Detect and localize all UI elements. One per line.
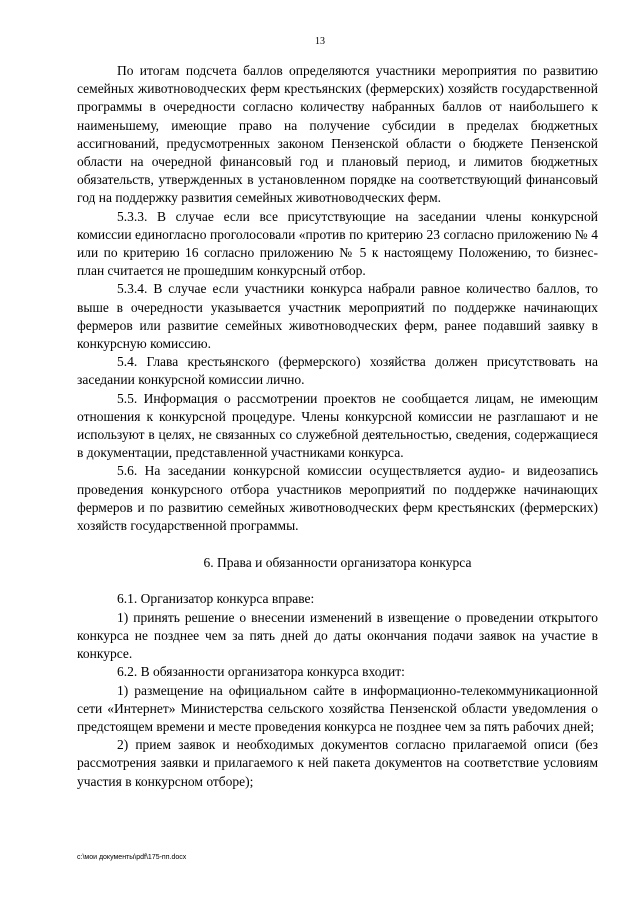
- file-path-footer: c:\мои документы\pdf\175-пп.docx: [77, 854, 187, 861]
- section-heading: 6. Права и обязанности организатора конкурса: [203, 555, 472, 571]
- paragraph-5-3-3: 5.3.3. В случае если все присутствующие на заседании члены конкурсной комиссии единогласно проголосовали «против по критерию 23 согласно приложению № 4 или по критерию 16 согласно приложению № 5 к настоящему Положению, то бизнес-план считается не прошедшим конкурсный отбор.: [77, 208, 598, 279]
- paragraph-6-2: 6.2. В обязанности организатора конкурса входит:: [117, 664, 405, 680]
- paragraph-5-5: 5.5. Информация о рассмотрении проектов не сообщается лицам, не имеющим отношения к конкурсной процедуре. Члены конкурсной комиссии не разглашают и не используют в целях, не связанных со служебной деятельностью, сведения, содержащиеся в документации, представленной участниками конкурса.: [77, 390, 598, 461]
- paragraph-6-2-item-2: 2) прием заявок и необходимых документов согласно прилагаемой описи (без рассмотрения заявки и прилагаемого к ней пакета документов на соответствие условиям участия в конкурсном отборе);: [77, 737, 598, 789]
- page-number: 13: [315, 36, 325, 47]
- paragraph-6-1-item-1: 1) принять решение о внесении изменений в извещение о проведении открытого конкурса не позднее чем за пять дней до даты окончания подачи заявок на участие в конкурсе.: [77, 609, 598, 662]
- paragraph-ranking-results: По итогам подсчета баллов определяются участники мероприятия по развитию семейных животноводческих ферм крестьянских (фермерских) хозяйств государственной программы в очередности согласно количеству набранных баллов от наибольшего к наименьшему, имеющие право на получение субсидии в пределах бюджетных ассигнований, предусмотренных законом Пензенской области о бюджете Пензенской области на очередной финансовый год и плановый период, и лимитов бюджетных обязательств, утвержденных в установленном порядке на соответствующий финансовый год на поддержку развития семейных животноводческих ферм.: [77, 63, 598, 206]
- paragraph-6-2-item-1: 1) размещение на официальном сайте в информационно-телекоммуникационной сети «Интернет» Министерства сельского хозяйства Пензенской области уведомления о предстоящем времени и месте проведения конкурса не позднее чем за пять рабочих дней;: [77, 682, 598, 734]
- paragraph-5-6: 5.6. На заседании конкурсной комиссии осуществляется аудио- и видеозапись проведения конкурсного отбора участников мероприятий по поддержке начинающих фермеров и по развитию семейных животноводческих ферм крестьянских (фермерских) хозяйств государственной программы.: [77, 463, 598, 534]
- paragraph-6-1: 6.1. Организатор конкурса вправе:: [117, 591, 315, 607]
- paragraph-5-4: 5.4. Глава крестьянского (фермерского) хозяйства должен присутствовать на заседании конкурсной комиссии лично.: [77, 354, 598, 388]
- paragraph-5-3-4: 5.3.4. В случае если участники конкурса набрали равное количество баллов, то выше в очередности указывается участник мероприятий по поддержке начинающих фермеров или развитие семейных животноводческих ферм, ранее подавший заявку в конкурсную комиссию.: [77, 281, 598, 352]
- document-body: [77, 62, 598, 791]
